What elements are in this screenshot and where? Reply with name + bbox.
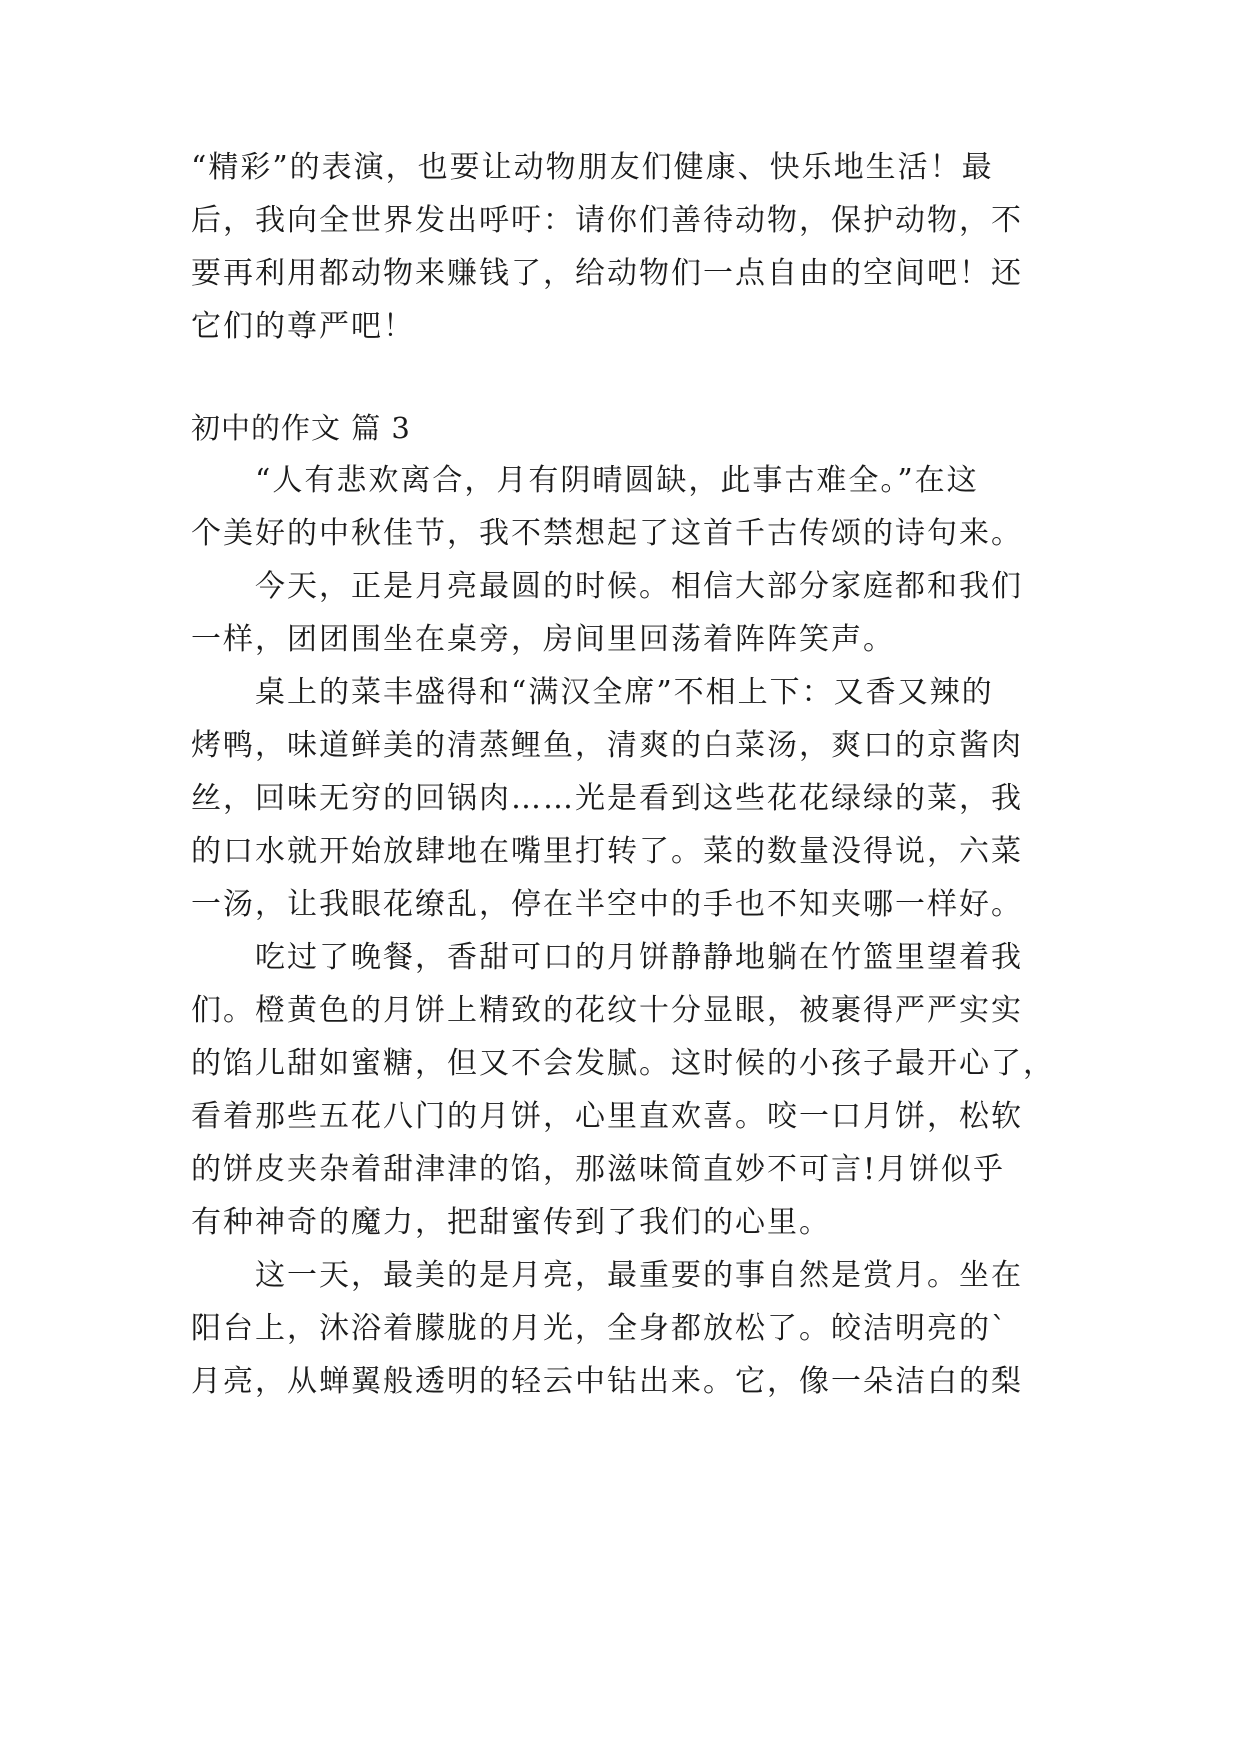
paragraph-line: 吃过了晚餐，香甜可口的月饼静静地躺在竹篮里望着我: [255, 940, 1023, 975]
text-line: “精彩”的表演，也要让动物朋友们健康、快乐地生活！最: [191, 150, 994, 185]
paragraph-line: 有种神奇的魔力，把甜蜜传到了我们的心里。: [191, 1205, 831, 1240]
paragraph-line: 月亮，从蝉翼般透明的轻云中钻出来。它，像一朵洁白的梨: [191, 1364, 1023, 1399]
text-line: 它们的尊严吧！: [191, 309, 415, 344]
paragraph-line: 一样，团团围坐在桌旁，房间里回荡着阵阵笑声。: [191, 622, 895, 657]
paragraph-line: 丝，回味无穷的回锅肉……光是看到这些花花绿绿的菜，我: [191, 781, 1023, 816]
paragraph-line: “人有悲欢离合，月有阴晴圆缺，此事古难全。”在这: [255, 463, 979, 498]
paragraph-line: 的口水就开始放肆地在嘴里打转了。菜的数量没得说，六菜: [191, 834, 1023, 869]
paragraph-line: 今天，正是月亮最圆的时候。相信大部分家庭都和我们: [255, 569, 1023, 604]
paragraph-line: 这一天，最美的是月亮，最重要的事自然是赏月。坐在: [255, 1258, 1023, 1293]
paragraph-line: 的馅儿甜如蜜糖，但又不会发腻。这时候的小孩子最开心了，: [191, 1046, 1055, 1081]
paragraph-line: 一汤，让我眼花缭乱，停在半空中的手也不知夹哪一样好。: [191, 887, 1023, 922]
paragraph-line: 阳台上，沐浴着朦胧的月光，全身都放松了。皎洁明亮的`: [191, 1311, 1008, 1346]
text-line: 后，我向全世界发出呼吁：请你们善待动物，保护动物，不: [191, 203, 1023, 238]
paragraph-line: 个美好的中秋佳节，我不禁想起了这首千古传颂的诗句来。: [191, 516, 1023, 551]
section-title: 初中的作文 篇 3: [191, 411, 411, 445]
text-line: 要再利用都动物来赚钱了，给动物们一点自由的空间吧！还: [191, 256, 1023, 291]
paragraph-line: 的饼皮夹杂着甜津津的馅，那滋味简直妙不可言!月饼似乎: [191, 1152, 1006, 1187]
paragraph-line: 桌上的菜丰盛得和“满汉全席”不相上下：又香又辣的: [255, 675, 994, 710]
paragraph-line: 们。橙黄色的月饼上精致的花纹十分显眼，被裹得严严实实: [191, 993, 1023, 1028]
paragraph-line: 烤鸭，味道鲜美的清蒸鲤鱼，清爽的白菜汤，爽口的京酱肉: [191, 728, 1023, 763]
paragraph-line: 看着那些五花八门的月饼，心里直欢喜。咬一口月饼，松软: [191, 1099, 1023, 1134]
